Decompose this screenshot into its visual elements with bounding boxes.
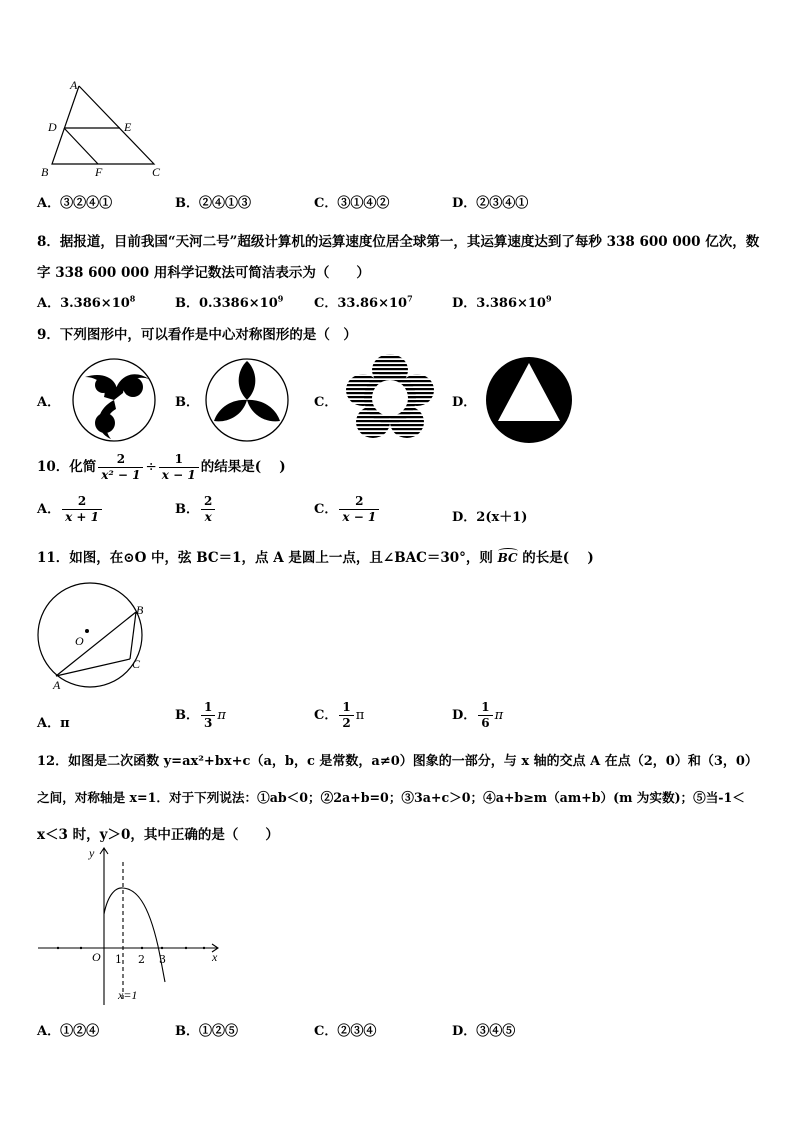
q8-option-c[interactable]: C．$33.86\times 10^7$ (314, 293, 413, 311)
q12-stem-line2: 之间，对称轴是 x=1．对于下列说法：①ab＜0；②2a+b=0；③3a+c＞0；④a+b≥m（am+b）(m 为实数)；⑤当-1＜ (37, 790, 745, 805)
q7-option-c[interactable]: C．③①④② (314, 196, 390, 211)
disk-triangle-figure[interactable] (484, 355, 574, 445)
arc-bc-symbol: BC (497, 551, 518, 565)
axis-label-x: x (212, 950, 218, 964)
q12-option-b[interactable]: B．①②⑤ (175, 1024, 239, 1039)
tick-label-2: 2 (138, 953, 145, 966)
q11-option-d[interactable]: D． $\frac{1}{6}$ π (452, 700, 504, 730)
point-label-c: C (152, 165, 161, 179)
q8-option-a[interactable]: A．$3.386\times 10^8$ (37, 293, 136, 311)
q8-stem-line1: 8．据报道，目前我国“天河二号”超级计算机的运算速度位居全球第一，其运算速度达到了每秒 338 600 000 亿次，数 (37, 234, 760, 250)
point-label-a2: A (53, 678, 61, 692)
q9-option-a-label[interactable]: A． (37, 395, 61, 410)
q8-option-d[interactable]: D．$3.386\times 10^9$ (452, 293, 552, 311)
tick-label-1: 1 (115, 953, 122, 966)
q8-stem-line2: 字 338 600 000 用科学记数法可简洁表示为（ ） (37, 265, 370, 281)
symmetry-axis-label: x=1 (118, 988, 138, 1002)
q10-option-b[interactable]: B． $\frac{2}{x}$ (175, 494, 217, 525)
q7-option-d[interactable]: D．②③④① (452, 196, 529, 211)
q9-stem: 9．下列图形中，可以看作是中心对称图形的是（ ） (37, 327, 357, 343)
q11-option-c[interactable]: C． $\frac{1}{2}$ π (314, 700, 365, 730)
point-label-a: A (70, 78, 78, 92)
q10-option-d[interactable]: D．2(x＋1) (452, 510, 528, 525)
q11-option-a[interactable]: A．π (37, 716, 70, 731)
three-petal-circle-figure[interactable] (204, 357, 290, 443)
q10-stem: 10．化简 $\frac{2}{\text{x² − 1}}$ ÷ $\frac{1}{x - 1}$ 的结果是( ) (37, 452, 286, 482)
q12-option-a[interactable]: A．①②④ (37, 1024, 100, 1039)
q12-option-c[interactable]: C．②③④ (314, 1024, 377, 1039)
q9-option-c-label[interactable]: C． (314, 395, 338, 410)
q11-option-b[interactable]: B． $\frac{1}{3}$ π (175, 700, 226, 730)
q9-option-b-label[interactable]: B． (175, 395, 199, 410)
q10-option-a[interactable]: A． $\frac{2}{x + 1}$ (37, 494, 104, 525)
q7-option-b[interactable]: B．②④①③ (175, 196, 252, 211)
swirl-circle-figure[interactable] (71, 357, 157, 443)
axis-label-y: y (89, 846, 95, 860)
q8-option-b[interactable]: B．$0.3386\times 10^9$ (175, 293, 284, 311)
q7-option-a[interactable]: A．③②④① (37, 196, 113, 211)
point-label-c2: C (132, 657, 141, 671)
point-label-o: O (75, 634, 84, 648)
parabola-graph-figure (36, 842, 226, 1007)
point-label-d: D (48, 120, 57, 134)
point-label-e: E (124, 120, 132, 134)
point-label-b2: B (136, 603, 144, 617)
q12-stem-line1: 12．如图是二次函数 y=ax²+bx+c（a，b，c 是常数，a≠0）图象的一部分，与 x 轴的交点 A 在点（2，0）和（3，0） (37, 754, 758, 769)
q10-option-c[interactable]: C． $\frac{2}{x - 1}$ (314, 494, 381, 525)
striped-flower-figure[interactable] (345, 352, 435, 442)
point-label-f: F (95, 165, 103, 179)
q11-stem: 11．如图，在⊙O 中，弦 BC＝1，点 A 是圆上一点，且∠BAC＝30°，则 BC 的长是( ) (37, 550, 594, 566)
circle-chord-figure (34, 580, 154, 690)
origin-label: O (92, 950, 101, 964)
q12-option-d[interactable]: D．③④⑤ (452, 1024, 516, 1039)
q12-stem-line3: x＜3 时，y＞0，其中正确的是（ ） (37, 827, 279, 843)
point-label-b: B (41, 165, 49, 179)
tick-label-3: 3 (159, 953, 166, 966)
q9-option-d-label[interactable]: D． (452, 395, 477, 410)
